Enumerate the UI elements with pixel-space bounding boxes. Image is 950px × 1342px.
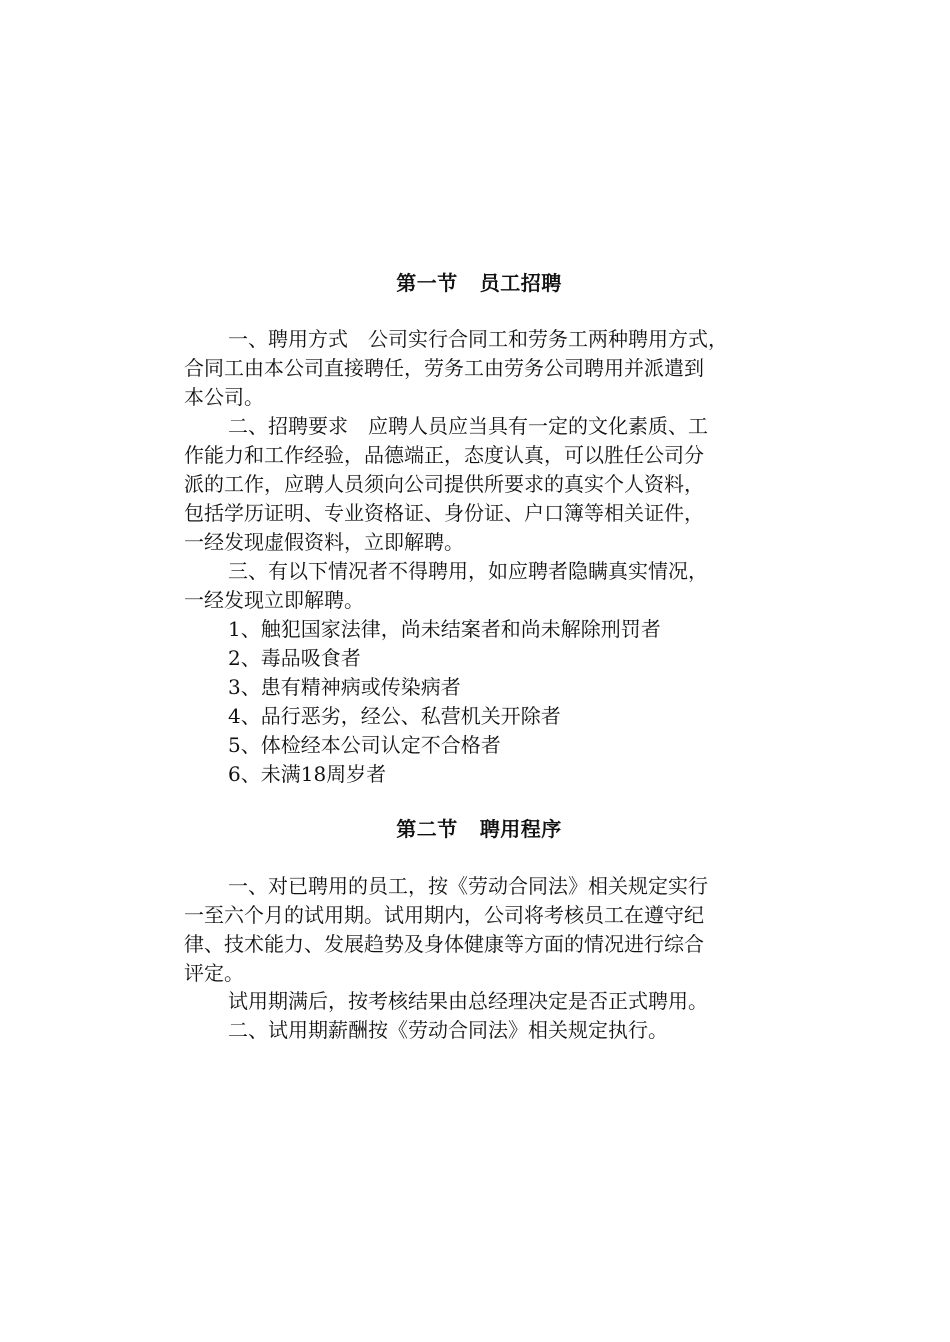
paragraph-line: 作能力和工作经验，品德端正，态度认真，可以胜任公司分 [184, 443, 704, 467]
paragraph-line: 一至六个月的试用期。试用期内，公司将考核员工在遵守纪 [184, 903, 704, 927]
section2-title-text: 聘用程序 [479, 817, 562, 841]
paragraph-line: 本公司。 [184, 385, 264, 409]
paragraph-line: 评定。 [184, 961, 244, 985]
paragraph-line: 一经发现立即解聘。 [184, 588, 364, 612]
disqualification-list [184, 615, 774, 789]
list-item: 2、毒品吸食者 [228, 646, 361, 670]
paragraph-line: 一、聘用方式 公司实行合同工和劳务工两种聘用方式， [228, 327, 728, 351]
section2-heading [184, 815, 774, 843]
list-item: 4、品行恶劣，经公、私营机关开除者 [228, 704, 561, 728]
paragraph-line: 二、招聘要求 应聘人员应当具有一定的文化素质、工 [228, 414, 708, 438]
paragraph-line: 试用期满后，按考核结果由总经理决定是否正式聘用。 [228, 989, 708, 1013]
section2-paragraph-1 [184, 872, 774, 988]
list-item: 6、未满18周岁者 [228, 762, 387, 786]
section1-paragraph-3 [184, 557, 774, 615]
section2-paragraph-2 [184, 987, 774, 1016]
section2-paragraph-3 [184, 1016, 774, 1045]
list-item: 1、触犯国家法律，尚未结案者和尚未解除刑罚者 [228, 617, 661, 641]
paragraph-line: 合同工由本公司直接聘任，劳务工由劳务公司聘用并派遣到 [184, 356, 704, 380]
paragraph-line: 二、试用期薪酬按《劳动合同法》相关规定执行。 [228, 1018, 668, 1042]
list-item: 5、体检经本公司认定不合格者 [228, 733, 501, 757]
section1-heading [184, 269, 774, 297]
paragraph-line: 一、对已聘用的员工，按《劳动合同法》相关规定实行 [228, 874, 708, 898]
section1-title-text: 员工招聘 [479, 271, 562, 295]
paragraph-line: 律、技术能力、发展趋势及身体健康等方面的情况进行综合 [184, 932, 704, 956]
section1-paragraph-2 [184, 412, 774, 557]
paragraph-line: 一经发现虚假资料，立即解聘。 [184, 530, 464, 554]
section1-title-number: 第一节 [396, 271, 458, 295]
section2-title-number: 第二节 [396, 817, 458, 841]
paragraph-line: 三、有以下情况者不得聘用，如应聘者隐瞒真实情况， [228, 559, 708, 583]
list-item: 3、患有精神病或传染病者 [228, 675, 461, 699]
section1-paragraph-1 [184, 325, 774, 412]
paragraph-line: 包括学历证明、专业资格证、身份证、户口簿等相关证件， [184, 501, 704, 525]
paragraph-line: 派的工作，应聘人员须向公司提供所要求的真实个人资料， [184, 472, 704, 496]
